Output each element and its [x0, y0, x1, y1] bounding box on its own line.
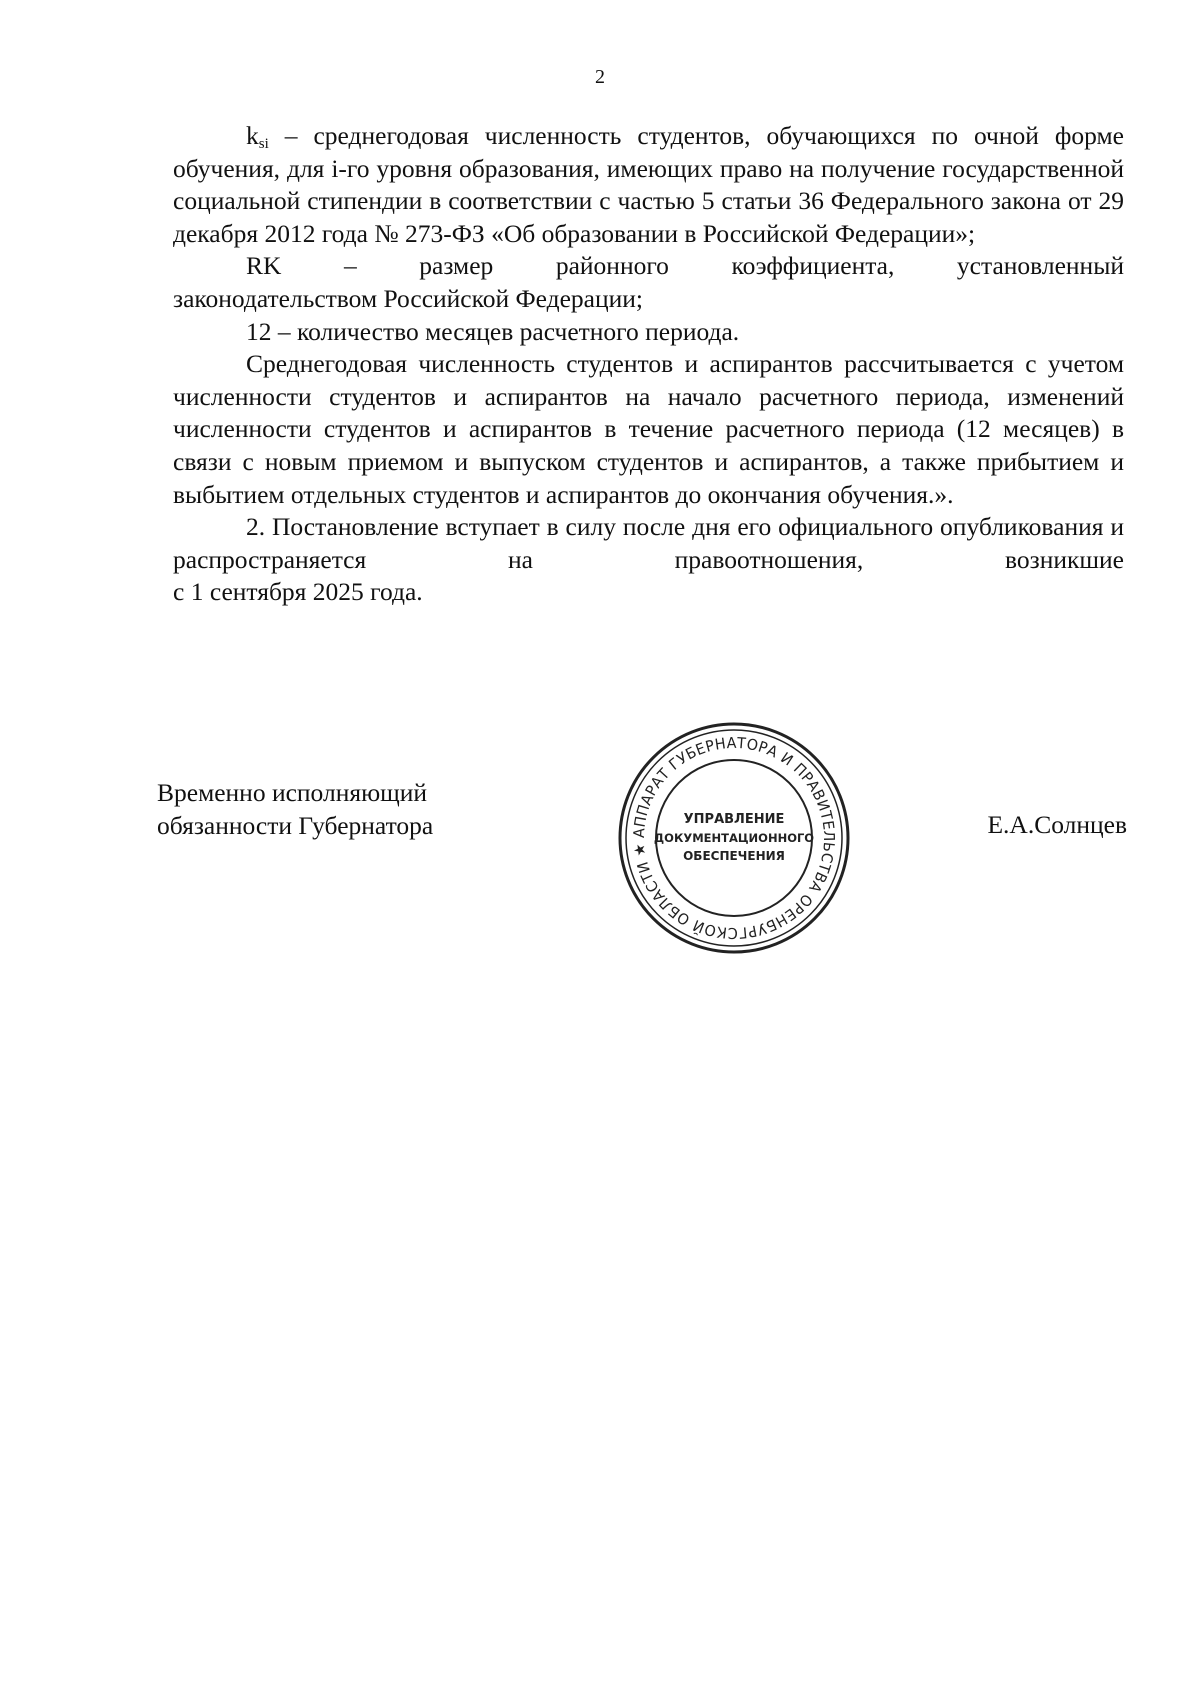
ksi-symbol: k [246, 121, 259, 150]
stamp-center-line: УПРАВЛЕНИЕ [683, 812, 785, 827]
ksi-definition: – среднегодовая численность студентов, обучающихся по очной форме обучения, для i-го уровня образования, имеющих право на получение государственной социальной стипендии в соответствии с частью 5 статьи 36 Федерального закона от 29 декабря 2012 года № 273-ФЗ «Об образовании в Российской Федерации»; [173, 121, 1124, 248]
stamp-ring-text: АППАРАТ ГУБЕРНАТОРА И ПРАВИТЕЛЬСТВА ОРЕНБУРГСКОЙ ОБЛАСТИ ★ [629, 733, 839, 943]
paragraph-rk-first-line [173, 250, 1124, 283]
paragraph-average: Среднегодовая численность студентов и аспирантов рассчитывается с учетом численности студентов и аспирантов на начало расчетного периода, изменений численности студентов и аспирантов в течение расчетного периода (12 месяцев) в связи с новым приемом и выпуском студентов и аспирантов, а также прибытием и выбытием отдельных студентов и аспирантов до окончания обучения.». [173, 349, 1124, 509]
rk-word: RK [246, 251, 282, 281]
page-number: 2 [595, 66, 605, 88]
signatory-title-line: Временно исполняющий [157, 778, 428, 807]
rk-word: размер [419, 251, 494, 281]
stamp-center-line: ДОКУМЕНТАЦИОННОГО [653, 831, 815, 845]
paragraph-rk-tail: законодательством Российской Федерации; [173, 283, 644, 313]
paragraph-clause-2-tail: с 1 сентября 2025 года. [173, 577, 423, 607]
rk-word: – [343, 251, 357, 281]
official-stamp [614, 718, 854, 958]
ksi-subscript: si [258, 136, 269, 152]
paragraph-months: 12 – количество месяцев расчетного периода. [246, 316, 740, 346]
paragraph-ksi [173, 120, 1124, 250]
paragraph-clause-2: 2. Постановление вступает в силу после дня его официального опубликования и распространяется на правоотношения, возникшие [173, 512, 1124, 574]
signatory-title-line: обязанности Губернатора [157, 810, 434, 840]
document-body [173, 120, 1124, 609]
stamp-center-line: ОБЕСПЕЧЕНИЯ [683, 849, 785, 863]
rk-word: районного [555, 251, 669, 281]
signatory-name: Е.А.Солнцев [987, 810, 1127, 839]
rk-word: коэффициента, [731, 251, 895, 281]
rk-word: установленный [956, 251, 1124, 281]
signatory-title [157, 777, 433, 842]
